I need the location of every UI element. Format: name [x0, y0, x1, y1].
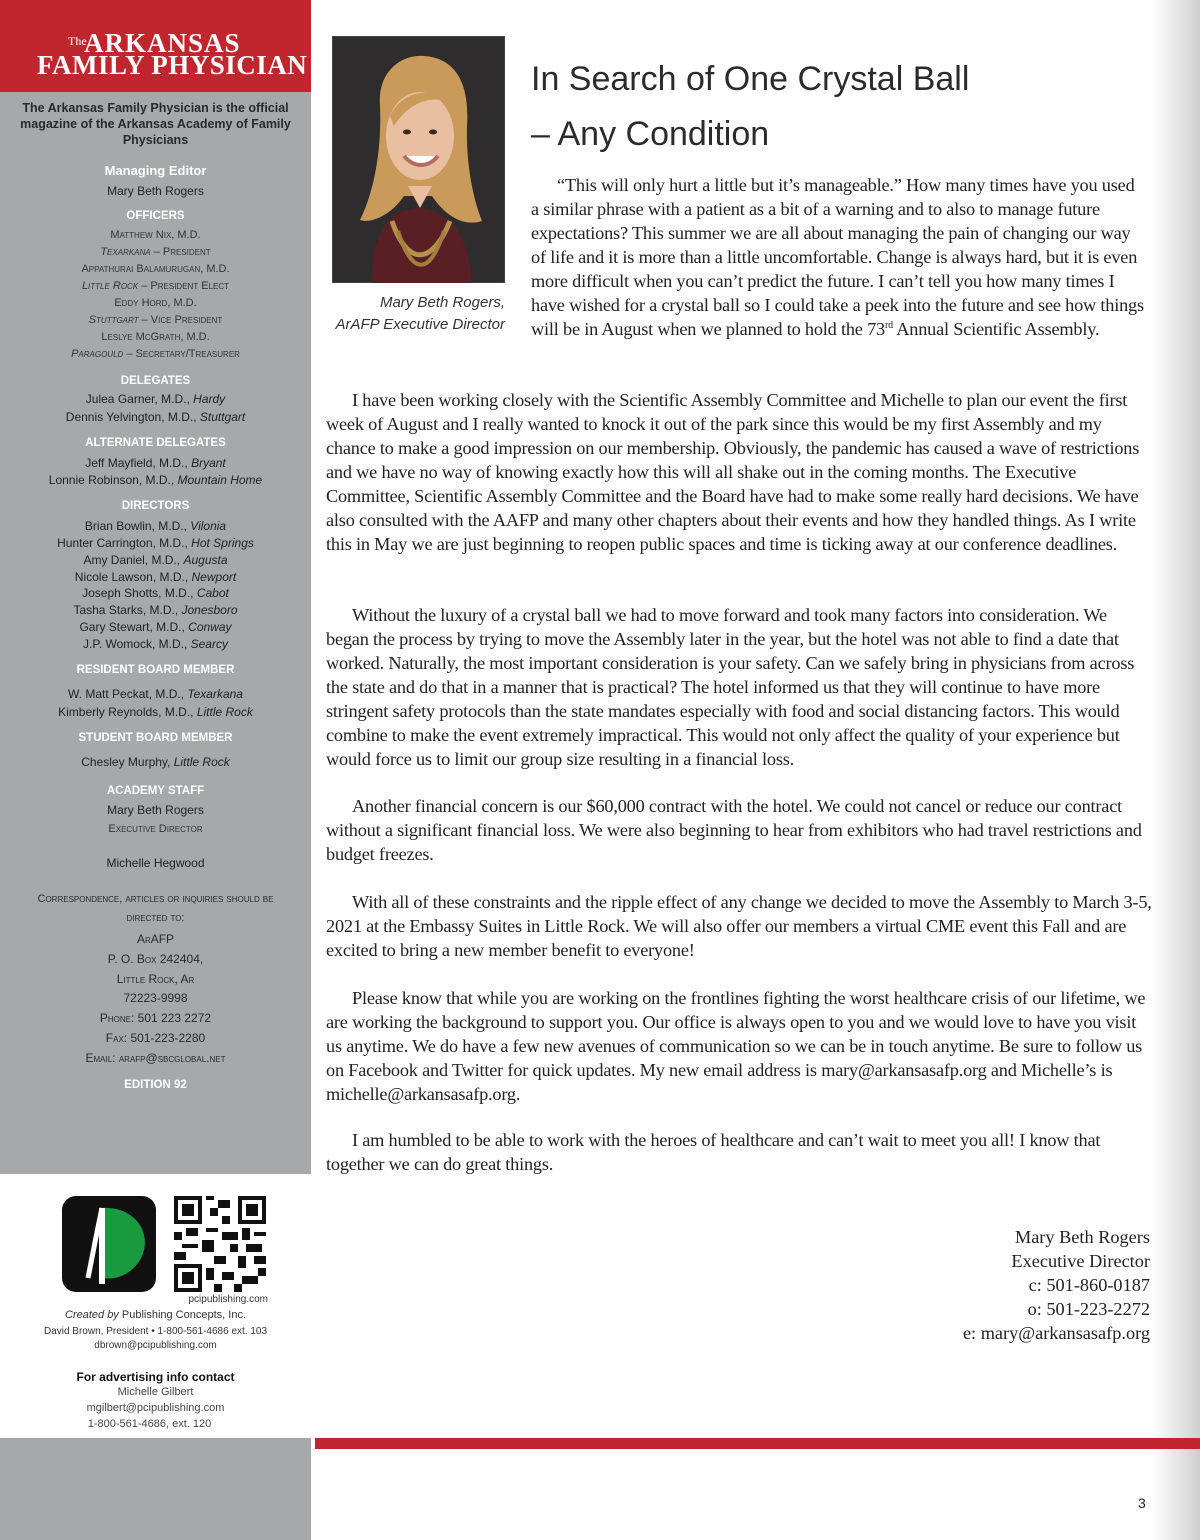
footer-red-bar	[315, 1438, 1200, 1449]
alternate-delegate-entry: Jeff Mayfield, M.D., Bryant	[85, 456, 226, 470]
delegates-heading: DELEGATES	[120, 375, 191, 387]
officer-name: Leslye McGrath, M.D.	[101, 331, 210, 343]
officer-role: Stuttgart – Vice President	[88, 314, 223, 326]
correspondence-note: Correspondence, articles or inquiries should be directed to:	[37, 893, 274, 924]
signature-name: Mary Beth Rogers	[1014, 1227, 1150, 1247]
officer-name: Appathurai Balamurugan, M.D.	[81, 263, 230, 275]
director-entry: Nicole Lawson, M.D., Newport	[74, 570, 237, 584]
advertising-heading: For advertising info contact	[76, 1370, 235, 1384]
officer-name: Eddy Hord, M.D.	[114, 297, 197, 309]
officer-name: Matthew Nix, M.D.	[110, 229, 201, 241]
article-paragraph: I have been working closely with the Scientific Assembly Committee and Michelle to plan our event the first week of August and I really wanted to knock it out of the park since this would be my first Assembly and my chance to make a good impression on our membership. Obviously, the pandemic has caused a wave of restrictions and we have no way of knowing exactly how this will all shake out in the coming months. The Executive Committee, Scientific Assembly Committee and the Board have had to make some really hard decisions. We have also consulted with the AAFP and many other chapters about their events and how they handled things. As I write this in May we are just beginning to reopen public spaces and time is ticking away at our conference deadlines.	[326, 390, 1140, 554]
masthead-arkansas: ARKANSAS	[84, 28, 241, 58]
staff-name: Mary Beth Rogers	[107, 803, 204, 817]
article-paragraph: Please know that while you are working on the frontlines fighting the worst healthcare crisis of our lifetime, we are working the background to support you. Our office is always open to you and we would love to have you visit us anytime. We do have a few new avenues of communication so we can be in touch anytime. Be sure to follow us on Facebook and Twitter for quick updates. My new email address is mary@arkansasafp.org and Michelle’s is michelle@arkansasafp.org.	[326, 988, 1146, 1104]
created-by: Created by Publishing Concepts, Inc.	[65, 1309, 246, 1321]
director-entry: J.P. Womock, M.D., Searcy	[83, 637, 228, 651]
directors-heading: DIRECTORS	[121, 500, 190, 512]
address-city: Little Rock, Ar	[116, 972, 195, 986]
signature-office: o: 501-223-2272	[1027, 1299, 1150, 1319]
address-box: P. O. Box 242404,	[107, 952, 204, 966]
director-entry: Hunter Carrington, M.D., Hot Springs	[57, 536, 254, 550]
signature-email[interactable]: e: mary@arkansasafp.org	[962, 1323, 1150, 1343]
staff-title: Executive Director	[108, 823, 203, 835]
publisher-box	[0, 1174, 311, 1438]
officer-role: Little Rock – President Elect	[81, 280, 230, 292]
sidebar	[0, 0, 311, 1540]
managing-editor-name: Mary Beth Rogers	[107, 184, 204, 198]
student-board-entry: Chesley Murphy, Little Rock	[81, 755, 230, 769]
address-org: ArAFP	[136, 932, 175, 946]
signature-block	[850, 1225, 1150, 1345]
page-edge-shadow	[1152, 0, 1200, 1540]
address-email[interactable]: Email: arafp@sbcglobal.net	[85, 1051, 226, 1065]
alternate-delegate-entry: Lonnie Robinson, M.D., Mountain Home	[48, 473, 263, 487]
page-number: 3	[1138, 1495, 1146, 1511]
publisher-president-email[interactable]: dbrown@pcipublishing.com	[94, 1340, 217, 1351]
edition-label: EDITION 92	[124, 1079, 187, 1091]
staff-box	[0, 92, 311, 1174]
masthead-family-physician: FAMILY PHYSICIAN	[37, 50, 308, 80]
title-line-1: In Search of One Crystal Ball	[531, 60, 970, 98]
title-line-2: – Any Condition	[531, 115, 770, 153]
article-paragraph: With all of these constraints and the ripple effect of any change we decided to move the Assembly to March 3-5, 2021 at the Embassy Suites in Little Rock. We will also offer our members a virtual CME event this Fall and are excited to bring a new member benefit to everyone!	[326, 892, 1152, 960]
ad-contact-email[interactable]: mgilbert@pcipublishing.com	[86, 1402, 225, 1414]
delegate-entry: Dennis Yelvington, M.D., Stuttgart	[65, 410, 246, 424]
staff-name: Michelle Hegwood	[106, 856, 205, 870]
publisher-president: David Brown, President • 1-800-561-4686 ext. 103	[43, 1326, 268, 1337]
author-photo	[332, 36, 505, 283]
article-paragraph: I am humbled to be able to work with the heroes of healthcare and can’t wait to meet you all! I know that together we can do great things.	[326, 1130, 1101, 1174]
photo-caption	[322, 292, 505, 336]
ad-contact-phone: 1-800-561-4686, ext. 120	[87, 1418, 212, 1430]
article-paragraph: Another financial concern is our $60,000 contract with the hotel. We could not cancel or reduce our contract without a significant financial loss. We were also beginning to hear from exhibitors who had travel restrictions and budget freezes.	[326, 796, 1142, 864]
address-zip: 72223-9998	[123, 991, 188, 1005]
officers-heading: OFFICERS	[126, 210, 185, 222]
qr-code-icon	[174, 1196, 266, 1292]
caption-name: Mary Beth Rogers,	[379, 294, 505, 311]
managing-editor-heading: Managing Editor	[104, 163, 207, 178]
article-paragraph: Without the luxury of a crystal ball we had to move forward and took many factors into consideration. We began the process by trying to move the Assembly later in the year, but the hotel was not able to find a date that worked. Naturally, the most important consideration is your safety. Can we safely bring in physicians from across the state and do that in a manner that is practical? The hotel informed us that they will continue to have more stringent safety protocols than the state mandates especially with food and social distancing factors. This would combine to make the event extremely impractical. This would not only affect the quality of your experience but would force us to limit our group size resulting in a financial loss.	[326, 605, 1135, 769]
officer-role: Paragould – Secretary/Treasurer	[71, 348, 240, 360]
director-entry: Brian Bowlin, M.D., Vilonia	[84, 519, 227, 533]
director-entry: Gary Stewart, M.D., Conway	[79, 620, 232, 634]
publishing-concepts-logo-icon	[62, 1196, 156, 1292]
resident-board-entry: Kimberly Reynolds, M.D., Little Rock	[58, 705, 253, 719]
director-entry: Joseph Shotts, M.D., Cabot	[82, 586, 229, 600]
masthead-logo	[0, 0, 311, 92]
signature-cell: c: 501-860-0187	[1028, 1275, 1150, 1295]
sidebar-footer	[0, 1438, 311, 1540]
resident-board-heading: RESIDENT BOARD MEMBER	[76, 664, 235, 676]
alternate-delegates-heading: ALTERNATE DELEGATES	[85, 437, 226, 449]
masthead-the: The	[68, 34, 87, 48]
article-paragraph: “This will only hurt a little but it’s manageable.” How many times have you used a similar phrase with a patient as a bit of a warning and to also to manage future expectations? This summer we are all about managing the pain of changing our way of life and it is more than a little uncomfortable. Change is always hard, but it is even more difficult when you can’t predict the future. I can’t tell you how many times I have wished for a crystal ball so I could take a peek into the future and see how things will be in August when we planned to hold the 73rd Annual Scientific Assembly.	[531, 175, 1144, 339]
magazine-intro: The Arkansas Family Physician is the official magazine of the Arkansas Academy of Family Physicians	[20, 101, 291, 147]
publisher-url[interactable]: pcipublishing.com	[188, 1294, 268, 1305]
officer-role: Texarkana – President	[100, 246, 211, 258]
student-board-heading: STUDENT BOARD MEMBER	[78, 732, 233, 744]
resident-board-entry: W. Matt Peckat, M.D., Texarkana	[68, 687, 243, 701]
signature-title: Executive Director	[1011, 1251, 1150, 1271]
ad-contact-name: Michelle Gilbert	[117, 1386, 194, 1398]
director-entry: Tasha Starks, M.D., Jonesboro	[73, 603, 238, 617]
delegate-entry: Julea Garner, M.D., Hardy	[85, 392, 226, 406]
address-fax: Fax: 501-223-2280	[105, 1031, 206, 1045]
academy-staff-heading: ACADEMY STAFF	[106, 785, 205, 797]
article-title	[531, 52, 1141, 162]
caption-title: ArAFP Executive Director	[335, 316, 505, 333]
director-entry: Amy Daniel, M.D., Augusta	[83, 553, 228, 567]
address-phone: Phone: 501 223 2272	[99, 1011, 212, 1025]
